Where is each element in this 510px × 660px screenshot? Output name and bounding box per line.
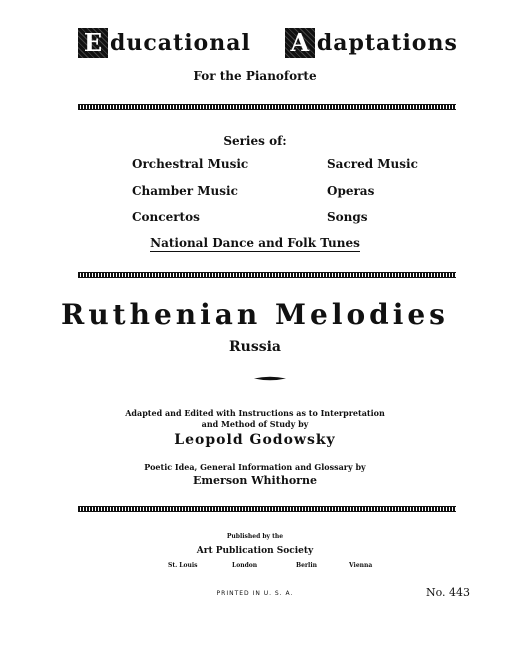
city-st-louis: St. Louis bbox=[168, 562, 198, 569]
city-berlin: Berlin bbox=[296, 562, 317, 569]
city-london: London bbox=[232, 562, 258, 569]
editor-name: Leopold Godowsky bbox=[174, 432, 336, 448]
series-item-operas: Operas bbox=[327, 184, 375, 198]
credits-line-adapted: Adapted and Edited with Instructions as to Interpretation bbox=[125, 408, 385, 418]
ornamental-rule-middle bbox=[78, 272, 456, 278]
ornamental-rule-bottom bbox=[78, 506, 456, 512]
city-vienna: Vienna bbox=[349, 562, 373, 569]
drop-cap-e: E bbox=[78, 28, 108, 58]
series-item-national bbox=[0, 236, 510, 250]
published-by: Published by the bbox=[226, 533, 284, 540]
title-word-educational: ducational bbox=[110, 30, 251, 56]
series-item-orchestral: Orchestral Music bbox=[132, 157, 249, 171]
national-label: National Dance and Folk Tunes bbox=[150, 236, 360, 250]
main-title: Ruthenian Melodies bbox=[61, 298, 449, 331]
ornamental-rule-top bbox=[78, 104, 456, 110]
printed-in-usa: PRINTED IN U. S. A. bbox=[216, 590, 294, 597]
main-subtitle: Russia bbox=[229, 339, 281, 355]
credits-line-method: and Method of Study by bbox=[201, 419, 309, 429]
publisher-name: Art Publication Society bbox=[196, 546, 314, 556]
series-item-sacred: Sacred Music bbox=[327, 157, 418, 171]
credits-line-poetic: Poetic Idea, General Information and Glossary by bbox=[144, 462, 366, 472]
catalog-number: No. 443 bbox=[426, 586, 471, 599]
author-name: Emerson Whithorne bbox=[193, 474, 317, 487]
drop-cap-a: A bbox=[285, 28, 315, 58]
title-word-adaptations: daptations bbox=[316, 30, 458, 56]
series-item-chamber: Chamber Music bbox=[132, 184, 238, 198]
series-heading: Series of: bbox=[223, 134, 287, 148]
dash-ornament bbox=[254, 376, 286, 381]
series-title bbox=[78, 26, 458, 60]
title-subtitle: For the Pianoforte bbox=[193, 69, 317, 83]
series-item-songs: Songs bbox=[327, 210, 368, 224]
series-item-concertos: Concertos bbox=[132, 210, 200, 224]
